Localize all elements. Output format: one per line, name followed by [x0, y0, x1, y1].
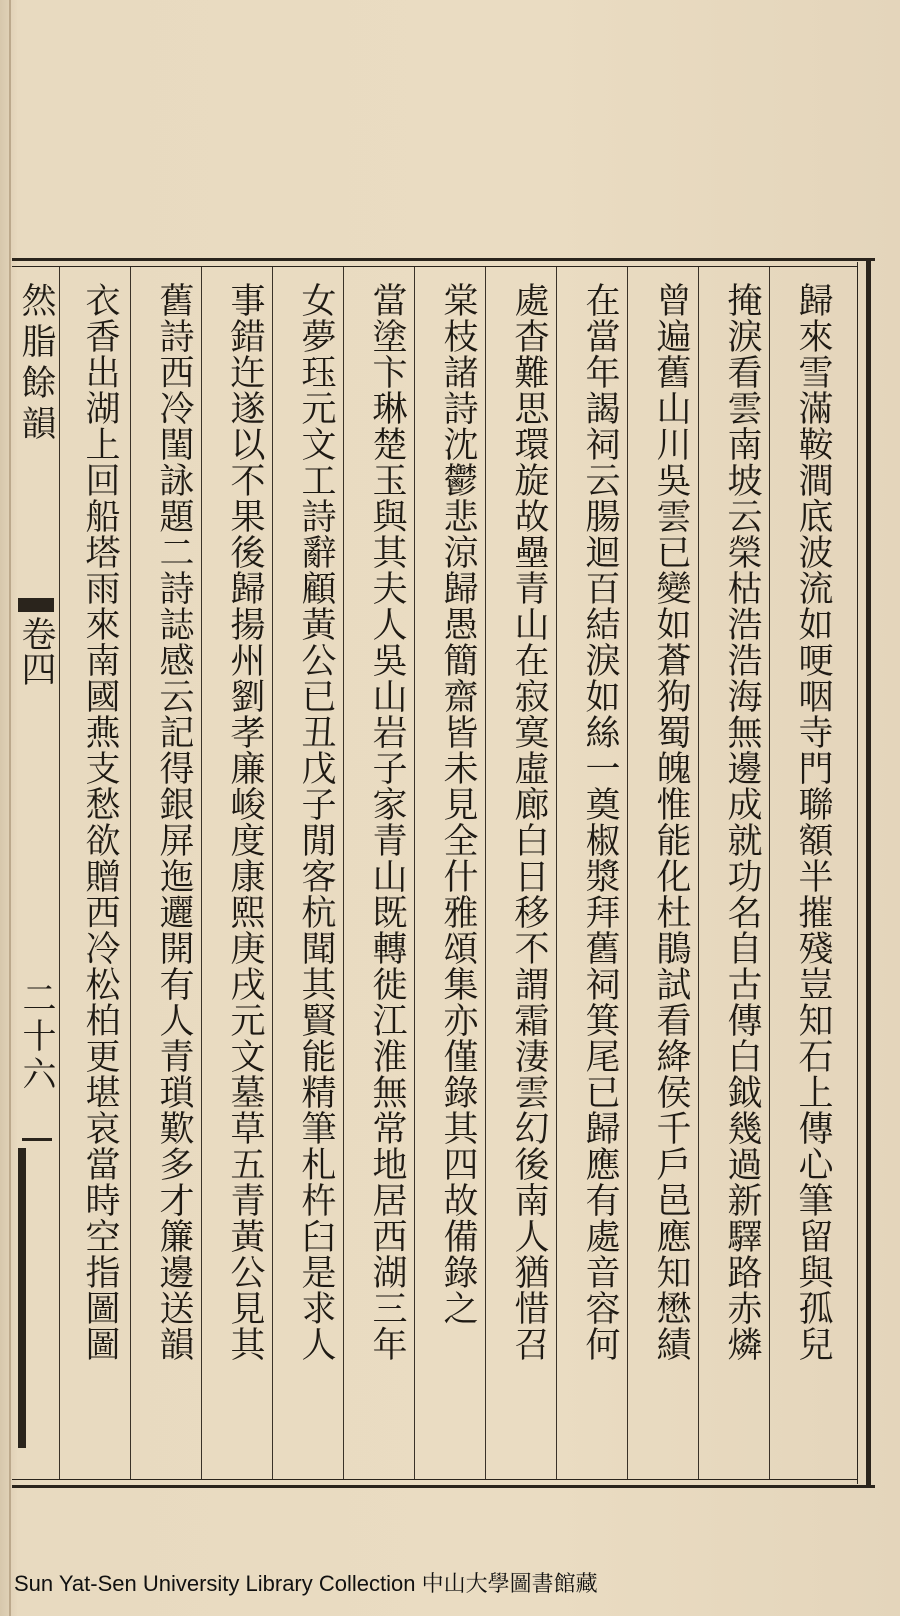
frame-inner-bottom-line — [12, 1479, 858, 1480]
column-divider — [130, 267, 131, 1479]
text-column-1: 歸來雪滿鞍澗底波流如哽咽寺門聯額半摧殘豈知石上傳心筆留與孤兒 — [793, 282, 833, 1362]
column-divider — [627, 267, 628, 1479]
text-column-5: 處杳難思環旋故壘青山在寂寞虛廊白日移不謂霜淒雲幻後南人猶惜召 — [509, 282, 549, 1362]
frame-inner-top-line — [12, 266, 858, 267]
text-column-6: 棠枝諸詩沈鬱悲涼歸愚簡齋皆未見全什雅頌集亦僅錄其四故備錄之 — [438, 282, 478, 1326]
binding-edge — [9, 0, 11, 1616]
text-column-4: 在當年謁祠云腸迴百結淚如絲一奠椒漿拜舊祠箕尾已歸應有處音容何 — [580, 282, 620, 1362]
frame-right-inner-border — [857, 262, 858, 1484]
column-divider — [201, 267, 202, 1479]
text-column-7: 當塗卞琳楚玉與其夫人吳山岩子家青山既轉徙江淮無常地居西湖三年 — [367, 282, 407, 1362]
lower-fish-tail-mark — [22, 1138, 52, 1141]
text-column-3: 曾遍舊山川吳雲已變如蒼狗蜀魄惟能化杜鵑試看絳侯千戶邑應知懋績 — [651, 282, 691, 1362]
book-title: 然脂餘韻 — [16, 282, 56, 446]
text-column-9: 事錯迕遂以不果後歸揚州劉孝廉峻度康熙庚戌元文墓草五青黃公見其 — [225, 282, 265, 1362]
column-divider — [343, 267, 344, 1479]
column-divider — [485, 267, 486, 1479]
column-divider — [414, 267, 415, 1479]
margin-bottom-bar — [18, 1148, 26, 1448]
column-divider — [272, 267, 273, 1479]
column-divider — [698, 267, 699, 1479]
library-credit: Sun Yat-Sen University Library Collection 中山大學圖書館藏 — [14, 1571, 598, 1596]
column-divider — [769, 267, 770, 1479]
text-column-10: 舊詩西冷閨詠題二詩誌感云記得銀屏迤邐開有人青瑣歎多才簾邊送韻 — [154, 282, 194, 1362]
volume-label: 卷四 — [16, 616, 56, 686]
column-divider — [556, 267, 557, 1479]
fish-tail-mark — [18, 598, 54, 612]
frame-right-border — [866, 258, 871, 1488]
text-column-11: 衣香出湖上回船塔雨來南國燕支愁欲贈西冷松柏更堪哀當時空指圖圖 — [80, 282, 120, 1362]
text-column-8: 女夢珏元文工詩辭顧黃公已丑戊子閒客杭聞其賢能精筆札杵臼是求人 — [296, 282, 336, 1362]
page-number: 二十六 — [16, 980, 56, 1094]
text-column-2: 掩淚看雲南坡云榮枯浩浩海無邊成就功名自古傳白鉞幾過新驛路赤燐 — [722, 282, 762, 1362]
